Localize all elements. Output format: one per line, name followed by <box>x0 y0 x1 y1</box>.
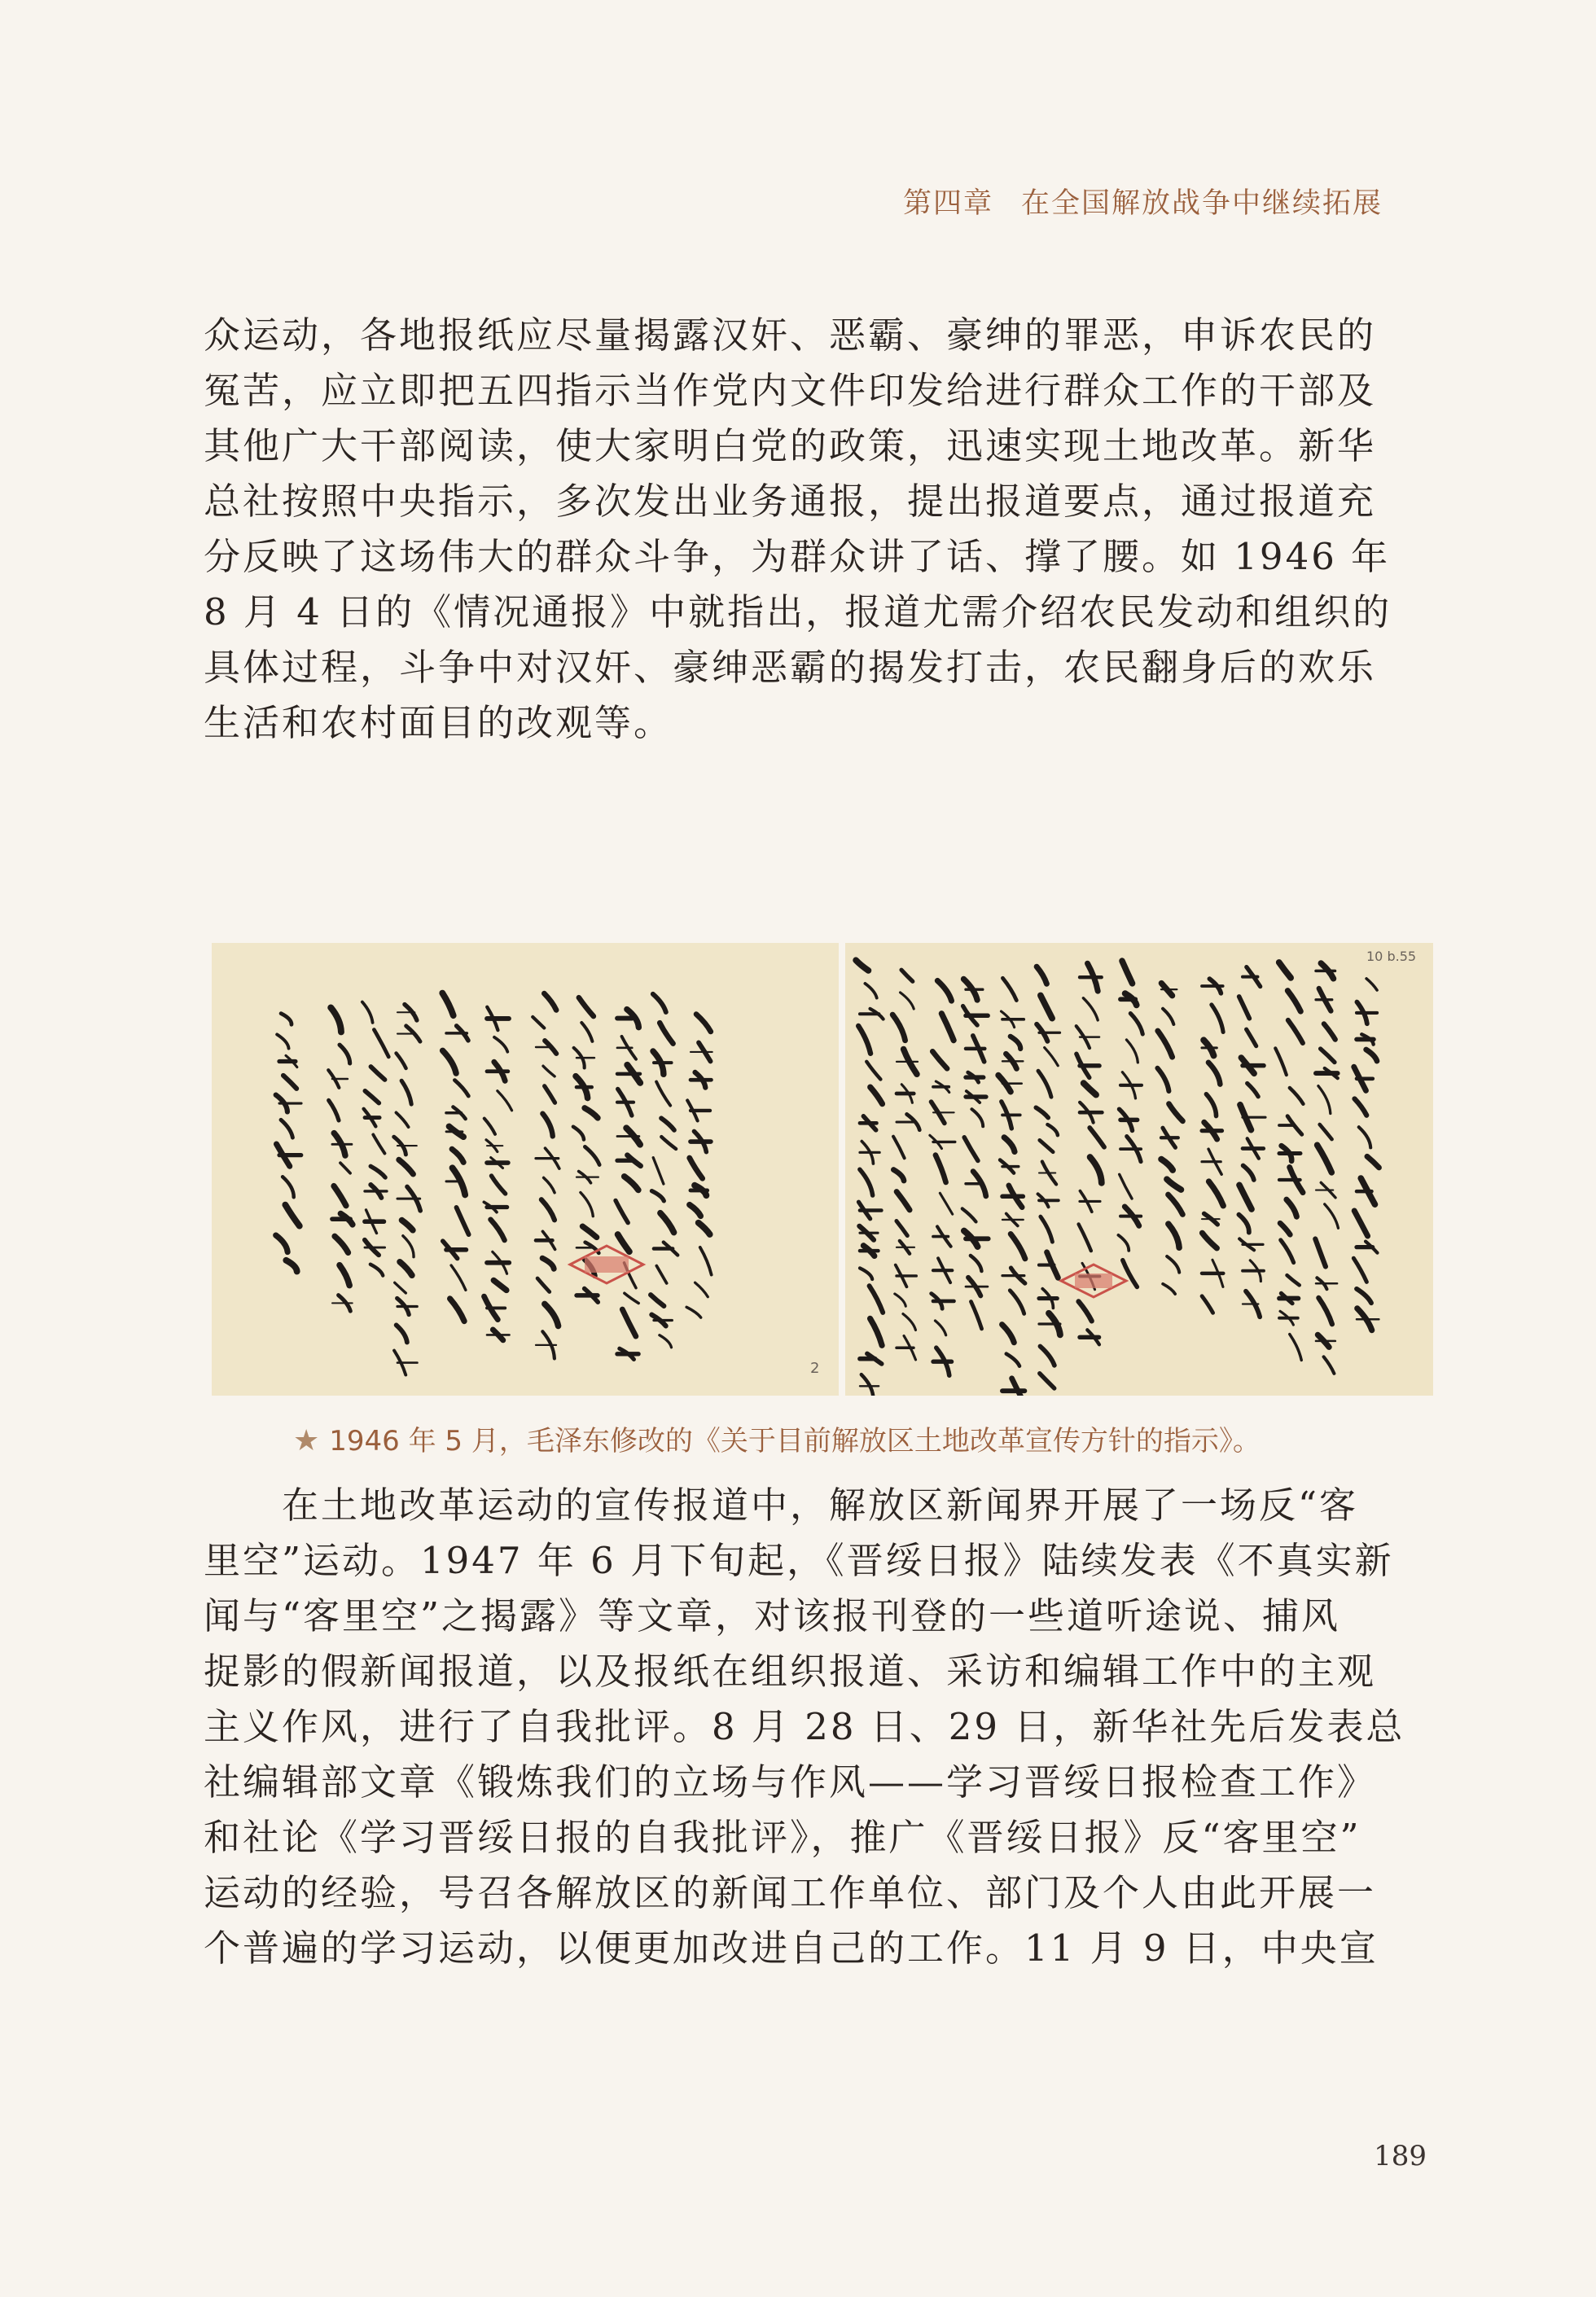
text-line: 里空”运动。1947 年 6 月下旬起，《晋绥日报》陆续发表《不真实新 <box>204 1539 1394 1582</box>
manuscript-figure <box>212 943 1433 1396</box>
running-header <box>903 181 1383 221</box>
manuscript-page-right <box>845 943 1433 1396</box>
text-line: 在土地改革运动的宣传报道中，解放区新闻界开展了一场反“客 <box>204 1484 1359 1527</box>
text-line: 众运动，各地报纸应尽量揭露汉奸、恶霸、豪绅的罪恶，申诉农民的 <box>204 313 1377 357</box>
corner-note: 10 b.55 <box>1366 949 1417 964</box>
text-line: 和社论《学习晋绥日报的自我批评》，推广《晋绥日报》反“客里空” <box>204 1816 1361 1859</box>
text-line: 闻与“客里空”之揭露》等文章，对该报刊登的一些道听途说、捕风 <box>204 1594 1341 1637</box>
archive-stamp <box>1061 1265 1126 1297</box>
paragraph-2 <box>204 1478 1405 1976</box>
chapter-number: 第四章 <box>902 187 993 220</box>
text-line: 总社按照中央指示，多次发出业务通报，提出报道要点，通过报道充 <box>204 480 1377 523</box>
figure-caption <box>293 1418 1433 1458</box>
text-line: 具体过程，斗争中对汉奸、豪绅恶霸的揭发打击，农民翻身后的欢乐 <box>204 646 1377 689</box>
text-line: 捉影的假新闻报道，以及报纸在组织报道、采访和编辑工作中的主观 <box>204 1650 1377 1693</box>
text-line: 个普遍的学习运动，以便更加改进自己的工作。11 月 9 日，中央宣 <box>204 1927 1379 1970</box>
text-line: 生活和农村面目的改观等。 <box>204 701 673 744</box>
handwritten-manuscript-right <box>845 943 1433 1396</box>
handwritten-manuscript-left <box>212 943 839 1396</box>
page-marker: 2 <box>810 1360 820 1377</box>
caption-text: 1946 年 5 月，毛泽东修改的《关于目前解放区土地改革宣传方针的指示》。 <box>329 1425 1261 1458</box>
text-line: 主义作风，进行了自我批评。8 月 28 日、29 日，新华社先后发表总 <box>204 1705 1405 1748</box>
text-line: 其他广大干部阅读，使大家明白党的政策，迅速实现土地改革。新华 <box>204 424 1377 467</box>
star-icon: ★ <box>293 1424 320 1458</box>
paragraph-1 <box>204 308 1401 751</box>
text-line: 运动的经验，号召各解放区的新闻工作单位、部门及个人由此开展一 <box>204 1871 1377 1914</box>
page-number: 189 <box>1374 2140 1427 2172</box>
chapter-title: 在全国解放战争中继续拓展 <box>1020 187 1383 220</box>
text-line: 分反映了这场伟大的群众斗争，为群众讲了话、撑了腰。如 1946 年 <box>204 535 1391 578</box>
manuscript-page-left <box>212 943 839 1396</box>
text-line: 社编辑部文章《锻炼我们的立场与作风——学习晋绥日报检查工作》 <box>204 1760 1377 1804</box>
text-line: 8 月 4 日的《情况通报》中就指出，报道尤需介绍农民发动和组织的 <box>204 590 1392 633</box>
text-line: 冤苦，应立即把五四指示当作党内文件印发给进行群众工作的干部及 <box>204 369 1377 412</box>
